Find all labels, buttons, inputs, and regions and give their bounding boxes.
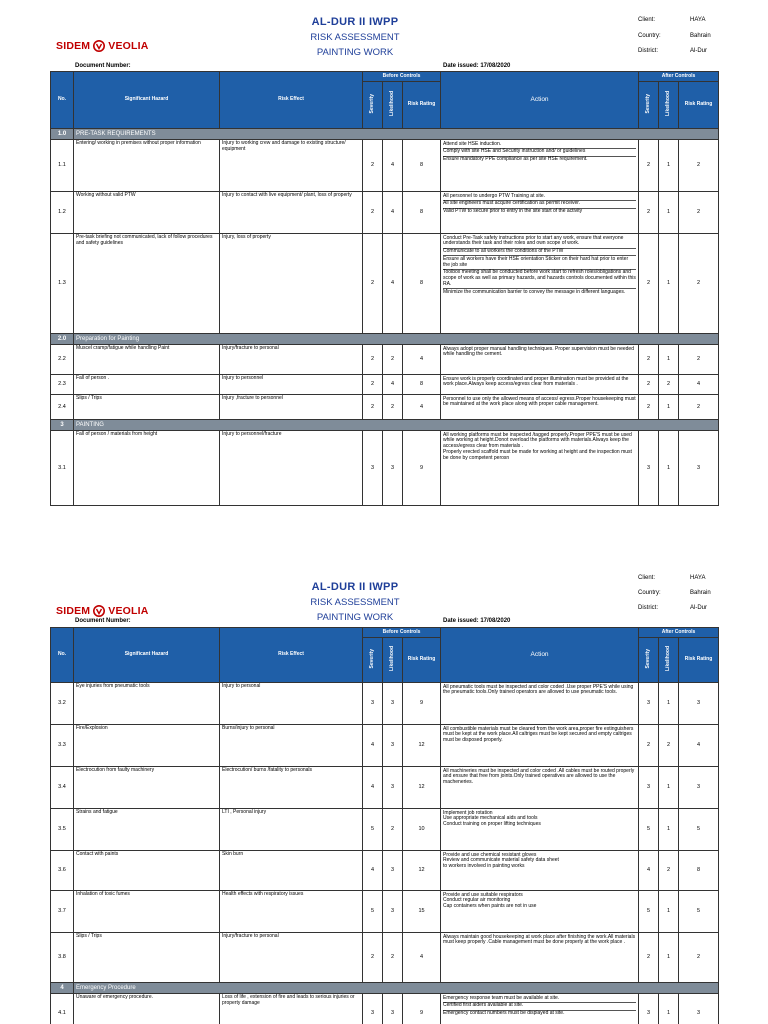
- row-number: 3.5: [51, 809, 74, 851]
- row-hazard: Eye injuries from pneumatic tools: [74, 683, 220, 725]
- row-risk-rating: 9: [403, 683, 441, 725]
- row-severity: 4: [363, 725, 383, 767]
- row-after-likelihood: 1: [659, 345, 679, 375]
- table-row: [51, 395, 719, 420]
- district-value: Al-Dur: [690, 605, 708, 611]
- col-before-controls: Before Controls: [363, 72, 441, 82]
- risk-table-page-1: [50, 71, 719, 506]
- row-after-likelihood: 1: [659, 395, 679, 420]
- row-risk-rating: 15: [403, 891, 441, 933]
- row-risk-rating: 8: [403, 234, 441, 334]
- row-actions: [441, 683, 639, 725]
- row-severity: 2: [363, 345, 383, 375]
- row-effect: Injury/fracture to personal: [220, 345, 363, 375]
- row-severity: 4: [363, 767, 383, 809]
- row-after-risk-rating: 2: [679, 933, 719, 983]
- row-after-severity: 3: [639, 683, 659, 725]
- row-number: 4.1: [51, 994, 74, 1024]
- row-after-severity: 3: [639, 994, 659, 1024]
- row-likelihood: 4: [383, 375, 403, 395]
- table-row: [51, 725, 719, 767]
- table-row: [51, 431, 719, 506]
- action-item: Emergency response team must be available at site.: [443, 995, 636, 1003]
- row-after-risk-rating: 2: [679, 345, 719, 375]
- row-effect: Injury/fracture to personal: [220, 933, 363, 983]
- row-number: 2.3: [51, 375, 74, 395]
- row-severity: 2: [363, 933, 383, 983]
- row-likelihood: 3: [383, 431, 403, 506]
- col-after-likelihood: Likelihood: [664, 646, 671, 672]
- row-actions: [441, 851, 639, 891]
- col-after-controls: After Controls: [639, 628, 719, 638]
- section-number: 3: [51, 420, 74, 431]
- row-severity: 3: [363, 431, 383, 506]
- action-item: All personnel to undergo PTW Training at site.: [443, 193, 636, 201]
- col-likelihood: Likelihood: [388, 91, 395, 117]
- row-likelihood: 4: [383, 234, 403, 334]
- col-after-severity: Severity: [644, 648, 651, 669]
- row-after-risk-rating: 3: [679, 767, 719, 809]
- row-effect: Injury to personal: [220, 683, 363, 725]
- table-row: [51, 933, 719, 983]
- action-item: Implement job rotation Use appropriate mechanical aids and tools Conduct training on proper lifting techniques: [443, 809, 541, 827]
- row-risk-rating: 12: [403, 725, 441, 767]
- action-item: Always adopt proper manual handling techniques. Proper supervision must be needed while handling the cement.: [443, 345, 634, 358]
- row-hazard: Slips / Trips: [74, 933, 220, 983]
- row-likelihood: 4: [383, 140, 403, 192]
- row-after-risk-rating: 3: [679, 683, 719, 725]
- row-effect: Injury ,fracture to personnel: [220, 395, 363, 420]
- date-issued: Date issued: 17/08/2020: [443, 63, 511, 69]
- row-effect: Injury to personnel: [220, 375, 363, 395]
- col-after-severity: Severity: [644, 93, 651, 114]
- table-row: [51, 140, 719, 192]
- row-likelihood: 3: [383, 891, 403, 933]
- col-risk-rating: Risk Rating: [403, 82, 441, 129]
- row-effect: Skin burn: [220, 851, 363, 891]
- row-hazard: Entering/ working in premises without proper information: [74, 140, 220, 192]
- row-actions: [441, 809, 639, 851]
- action-item: All combustible materials must be cleared from the work area,proper fire extinguishers must be kept at the work place.All caltriges must be kept secured and empty caltriges must be disposed properly.: [443, 725, 634, 743]
- date-issued: Date issued: 17/08/2020: [443, 618, 511, 624]
- col-no: No.: [51, 72, 74, 129]
- row-after-severity: 2: [639, 933, 659, 983]
- col-no: No.: [51, 628, 74, 683]
- row-after-likelihood: 2: [659, 851, 679, 891]
- row-severity: 5: [363, 891, 383, 933]
- row-risk-rating: 12: [403, 767, 441, 809]
- row-hazard: Slips / Trips: [74, 395, 220, 420]
- section-row: [51, 334, 719, 345]
- client-label: Client:: [638, 17, 656, 23]
- logo-sidem-text: SIDEM: [56, 40, 91, 52]
- row-risk-rating: 8: [403, 140, 441, 192]
- work-type-title: PAINTING WORK: [316, 612, 394, 623]
- row-number: 2.4: [51, 395, 74, 420]
- row-likelihood: 2: [383, 395, 403, 420]
- row-after-risk-rating: 3: [679, 431, 719, 506]
- district-label: District:: [638, 48, 658, 54]
- country-label: Country:: [638, 33, 661, 39]
- row-actions: [441, 725, 639, 767]
- table-row: [51, 809, 719, 851]
- document-subtitle: RISK ASSESSMENT: [310, 597, 400, 608]
- table-row: [51, 994, 719, 1024]
- section-title: PRE-TASK REQUIREMENTS: [74, 129, 719, 140]
- row-severity: 4: [363, 851, 383, 891]
- row-actions: [441, 192, 639, 234]
- action-item: Conduct Pre-Task safety instructions prior to start any work, ensure that everyone understands their task and their roles and own scope of work.: [443, 235, 636, 249]
- row-actions: [441, 140, 639, 192]
- action-item: All working platforms must be inspected /tagged properly.Proper PPE'S must be used while working at height.Donot overload the platforms with materials.Always keep the access/egress clear from materials . Properly erected scaffold must be made for working at height and the inspection must be done by competent perosn: [443, 431, 632, 461]
- row-after-likelihood: 1: [659, 431, 679, 506]
- col-risk-rating: Risk Rating: [403, 638, 441, 683]
- row-hazard: Inhalation of toxic fumes: [74, 891, 220, 933]
- row-number: 3.2: [51, 683, 74, 725]
- row-likelihood: 3: [383, 767, 403, 809]
- row-risk-rating: 4: [403, 345, 441, 375]
- row-severity: 3: [363, 683, 383, 725]
- work-type-title: PAINTING WORK: [316, 47, 394, 58]
- row-likelihood: 3: [383, 994, 403, 1024]
- row-after-risk-rating: 3: [679, 994, 719, 1024]
- table-row: [51, 851, 719, 891]
- section-number: 4: [51, 983, 74, 994]
- table-row: [51, 375, 719, 395]
- row-after-risk-rating: 2: [679, 192, 719, 234]
- row-likelihood: 3: [383, 851, 403, 891]
- row-hazard: Unaware of emergency procedure.: [74, 994, 220, 1024]
- row-likelihood: 3: [383, 683, 403, 725]
- table-row: [51, 891, 719, 933]
- row-likelihood: 2: [383, 345, 403, 375]
- logo-sidem-text: SIDEM: [56, 605, 91, 617]
- row-risk-rating: 9: [403, 994, 441, 1024]
- action-item: All machineries must be inspected and color coded .All cables must be routed properly and ensure that free from joints.Only trained operatives are allowed to use the macheneries.: [443, 767, 635, 785]
- row-after-risk-rating: 4: [679, 375, 719, 395]
- col-hazard: Significant Hazard: [74, 628, 220, 683]
- action-item: Toolbox meeting shall be conducted before work start to refresh roles/obligations and scope of work as well as primary hazards, and hazards controls documented within this RA.: [443, 270, 636, 289]
- section-row: [51, 129, 719, 140]
- row-after-risk-rating: 4: [679, 725, 719, 767]
- row-hazard: Muscel cramp/fatigue while handling Paint: [74, 345, 220, 375]
- risk-table-body-page-2: [51, 683, 719, 1024]
- col-after-risk-rating: Risk Rating: [679, 82, 719, 129]
- row-after-risk-rating: 2: [679, 234, 719, 334]
- row-likelihood: 3: [383, 725, 403, 767]
- row-number: 1.2: [51, 192, 74, 234]
- project-title: AL-DUR II IWPP: [311, 581, 399, 593]
- client-value: HAYA: [690, 17, 706, 23]
- row-after-likelihood: 1: [659, 809, 679, 851]
- row-actions: [441, 375, 639, 395]
- row-hazard: Contact with paints: [74, 851, 220, 891]
- row-effect: Electrocution/ burns /fatality to personals: [220, 767, 363, 809]
- row-after-likelihood: 1: [659, 140, 679, 192]
- row-after-likelihood: 1: [659, 767, 679, 809]
- district-label: District:: [638, 605, 658, 611]
- client-value: HAYA: [690, 575, 706, 581]
- veolia-mark-icon: [93, 605, 105, 617]
- table-row: [51, 345, 719, 375]
- section-number: 2.0: [51, 334, 74, 345]
- document-subtitle: RISK ASSESSMENT: [310, 32, 400, 43]
- document-number-label: Document Number:: [75, 63, 131, 69]
- project-title: AL-DUR II IWPP: [311, 16, 399, 28]
- row-actions: [441, 345, 639, 375]
- row-actions: [441, 933, 639, 983]
- section-row: [51, 420, 719, 431]
- row-actions: [441, 994, 639, 1024]
- section-number: 1.0: [51, 129, 74, 140]
- row-after-severity: 3: [639, 431, 659, 506]
- row-after-risk-rating: 5: [679, 809, 719, 851]
- col-action: Action: [441, 72, 639, 129]
- col-severity: Severity: [368, 648, 375, 669]
- row-after-likelihood: 2: [659, 725, 679, 767]
- row-effect: Loss of life , extension of fire and leads to serious injuries or property damage: [220, 994, 363, 1024]
- row-after-likelihood: 1: [659, 891, 679, 933]
- section-title: PAINTING: [74, 420, 719, 431]
- row-actions: [441, 234, 639, 334]
- action-item: All pneumatic tools must be inspected and color coded .Use proper PPE'S while using the pneumatic tools.Only trained operators are allowed to use pneumatic tools.: [443, 683, 634, 696]
- col-after-risk-rating: Risk Rating: [679, 638, 719, 683]
- row-effect: Injury, loss of property: [220, 234, 363, 334]
- row-after-likelihood: 1: [659, 192, 679, 234]
- row-after-likelihood: 1: [659, 994, 679, 1024]
- row-actions: [441, 395, 639, 420]
- row-number: 2.2: [51, 345, 74, 375]
- row-effect: Injury to working crew and damage to existing structure/ equipment: [220, 140, 363, 192]
- action-item: Comply with site HSE and Security instruction and/ or guidelines: [443, 149, 636, 157]
- col-after-controls: After Controls: [639, 72, 719, 82]
- row-after-severity: 2: [639, 140, 659, 192]
- action-item: Provide and use chemical resistant gloves Review and communicate material safety data sheet to workers involved in painting works: [443, 851, 559, 869]
- col-after-likelihood: Likelihood: [664, 91, 671, 117]
- row-number: 1.1: [51, 140, 74, 192]
- action-item: Personnel to use only the allowed means of access/ egress.Proper housekeeping must be maintained at the work place along with proper cable management.: [443, 395, 636, 408]
- row-number: 3.8: [51, 933, 74, 983]
- row-after-risk-rating: 2: [679, 140, 719, 192]
- district-value: Al-Dur: [690, 48, 708, 54]
- col-likelihood: Likelihood: [388, 646, 395, 672]
- row-number: 3.1: [51, 431, 74, 506]
- row-number: 1.3: [51, 234, 74, 334]
- table-row: [51, 234, 719, 334]
- row-after-severity: 2: [639, 192, 659, 234]
- col-action: Action: [441, 628, 639, 683]
- action-item: Minimize the communication barrier to convey the message in different languages.: [443, 288, 626, 295]
- action-item: Attend site HSE induction.: [443, 141, 636, 149]
- col-effect: Risk Effect: [220, 628, 363, 683]
- row-risk-rating: 4: [403, 933, 441, 983]
- row-severity: 3: [363, 994, 383, 1024]
- row-after-severity: 2: [639, 395, 659, 420]
- row-after-likelihood: 1: [659, 933, 679, 983]
- table-row: [51, 683, 719, 725]
- row-after-severity: 2: [639, 345, 659, 375]
- row-hazard: Pre-task briefing not communicated, lack of follow procedures and safety guidelines: [74, 234, 220, 334]
- table-row: [51, 767, 719, 809]
- section-row: [51, 983, 719, 994]
- row-risk-rating: 10: [403, 809, 441, 851]
- row-risk-rating: 12: [403, 851, 441, 891]
- section-title: Emergency Procedure: [74, 983, 719, 994]
- action-item: Communicate to all workers the conditions of the PTW: [443, 249, 636, 257]
- row-hazard: Fall of person .: [74, 375, 220, 395]
- section-title: Preparation for Painting: [74, 334, 719, 345]
- row-risk-rating: 8: [403, 192, 441, 234]
- row-risk-rating: 4: [403, 395, 441, 420]
- row-after-likelihood: 1: [659, 683, 679, 725]
- logo-veolia-text: VEOLIA: [108, 605, 149, 617]
- row-effect: Burns/injury to personal: [220, 725, 363, 767]
- col-severity: Severity: [368, 93, 375, 114]
- row-effect: Health effects with respiratory issues: [220, 891, 363, 933]
- row-severity: 2: [363, 234, 383, 334]
- country-value: Bahrain: [690, 33, 711, 39]
- row-likelihood: 2: [383, 933, 403, 983]
- action-item: Provide and use suitable respirators Conduct regular air monitoring Cap containers when paints are not in use: [443, 891, 537, 909]
- row-after-likelihood: 1: [659, 234, 679, 334]
- row-after-risk-rating: 5: [679, 891, 719, 933]
- action-item: All site engineers must acquire certification as permit receiver.: [443, 201, 636, 209]
- row-after-severity: 4: [639, 851, 659, 891]
- row-hazard: Fire/Explosion: [74, 725, 220, 767]
- row-after-severity: 2: [639, 725, 659, 767]
- row-effect: LTI , Personal injury: [220, 809, 363, 851]
- action-item: Ensure all workers have their HSE orientation Sticker on their hard hat prior to enter the job site: [443, 256, 636, 270]
- row-hazard: Electrocution from faulty machinery: [74, 767, 220, 809]
- company-logo: [56, 604, 149, 618]
- action-item: Always maintain good housekeeping at work place after finishing the work.All materials must keep properly .Cable management must be done properly at the work place .: [443, 933, 636, 946]
- row-after-risk-rating: 2: [679, 395, 719, 420]
- col-before-controls: Before Controls: [363, 628, 441, 638]
- row-number: 3.3: [51, 725, 74, 767]
- row-after-severity: 3: [639, 767, 659, 809]
- page-2: [0, 565, 768, 1024]
- action-item: Valid PTW to secure prior to entry in the site start of the activity: [443, 208, 583, 214]
- row-severity: 5: [363, 809, 383, 851]
- row-after-severity: 2: [639, 375, 659, 395]
- row-likelihood: 4: [383, 192, 403, 234]
- row-after-severity: 5: [639, 809, 659, 851]
- row-effect: Injury to personnel/fracture: [220, 431, 363, 506]
- row-effect: Injury to contact with live equipment/ plant, loss of property: [220, 192, 363, 234]
- risk-table-body-page-1: [51, 129, 719, 506]
- logo-veolia-text: VEOLIA: [108, 40, 149, 52]
- row-hazard: Fall of person / materials from height: [74, 431, 220, 506]
- veolia-mark-icon: [93, 40, 105, 52]
- row-severity: 2: [363, 192, 383, 234]
- row-actions: [441, 431, 639, 506]
- action-item: Certified first aiders available at site.: [443, 1003, 636, 1011]
- row-after-risk-rating: 8: [679, 851, 719, 891]
- row-risk-rating: 9: [403, 431, 441, 506]
- col-effect: Risk Effect: [220, 72, 363, 129]
- row-after-severity: 5: [639, 891, 659, 933]
- row-after-severity: 2: [639, 234, 659, 334]
- col-hazard: Significant Hazard: [74, 72, 220, 129]
- country-value: Bahrain: [690, 590, 711, 596]
- row-number: 3.4: [51, 767, 74, 809]
- risk-table-page-2: [50, 627, 719, 1024]
- row-hazard: Working without valid PTW: [74, 192, 220, 234]
- row-severity: 2: [363, 140, 383, 192]
- row-after-likelihood: 2: [659, 375, 679, 395]
- row-number: 3.6: [51, 851, 74, 891]
- row-actions: [441, 767, 639, 809]
- row-likelihood: 2: [383, 809, 403, 851]
- document-header: [0, 0, 768, 72]
- row-hazard: Strains and fatigue: [74, 809, 220, 851]
- row-risk-rating: 8: [403, 375, 441, 395]
- action-item: Emergency contact numbers must be displayed at site.: [443, 1010, 565, 1016]
- client-label: Client:: [638, 575, 656, 581]
- action-item: Ensure mandatory PPE compliance as per site HSE requirement.: [443, 156, 588, 162]
- company-logo: [56, 39, 149, 53]
- table-row: [51, 192, 719, 234]
- row-actions: [441, 891, 639, 933]
- row-severity: 2: [363, 375, 383, 395]
- country-label: Country:: [638, 590, 661, 596]
- row-severity: 2: [363, 395, 383, 420]
- row-number: 3.7: [51, 891, 74, 933]
- document-number-label: Document Number:: [75, 618, 131, 624]
- action-item: Ensure work is properly coordinated and proper illumination must be provided at the work place.Always keep access/egress clear from materials .: [443, 375, 629, 388]
